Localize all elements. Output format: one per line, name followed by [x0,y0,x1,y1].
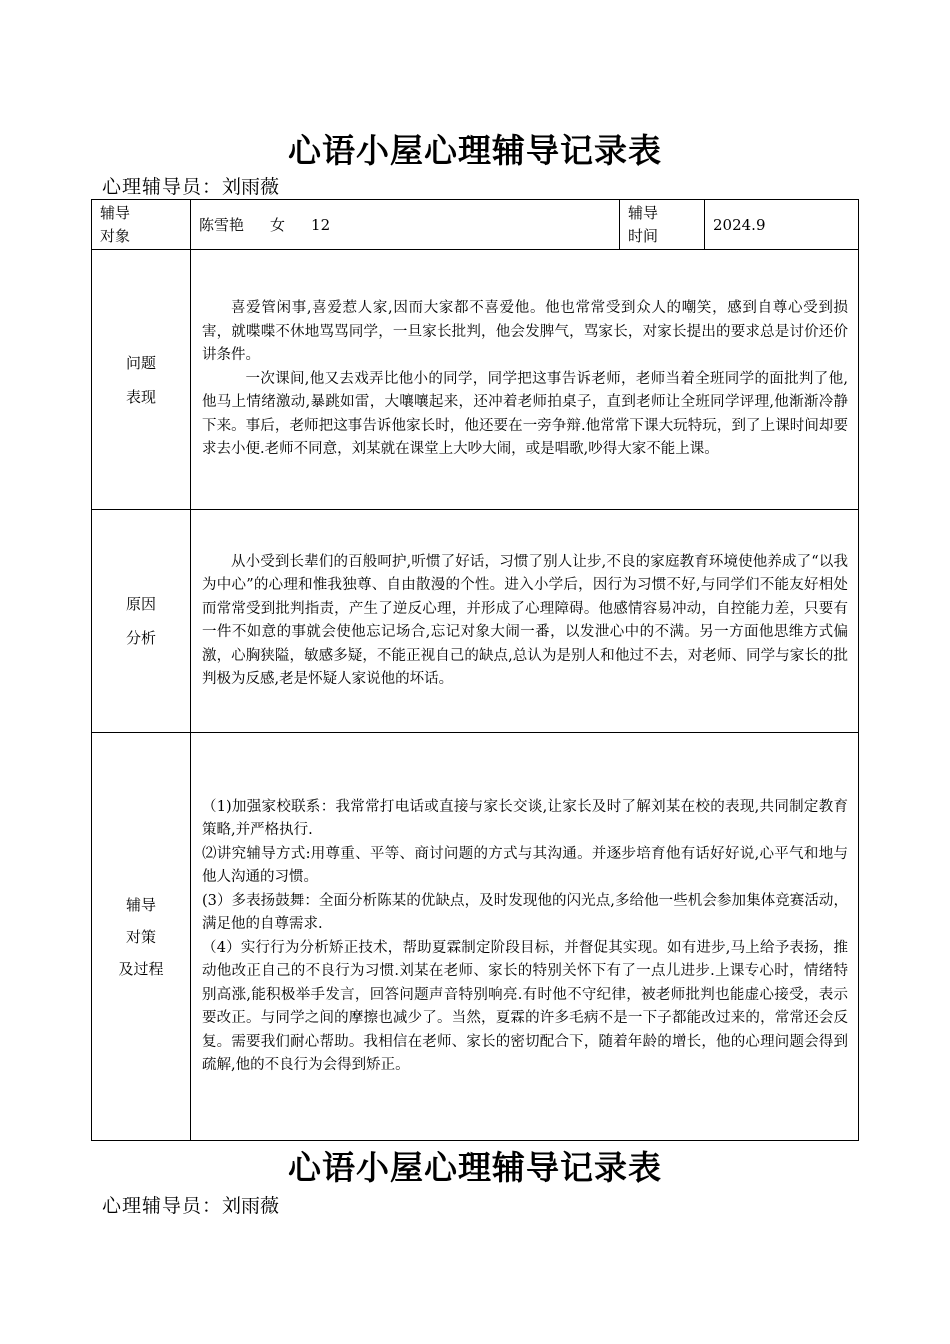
counselor-name: 刘雨薇 [222,1195,280,1217]
subject-gender: 女 [270,216,286,234]
subject-label-line-2: 对象 [100,226,131,245]
counselor-name: 刘雨薇 [222,176,280,198]
problem-label-line-1: 问题 [125,353,156,372]
counselor-line-repeat [102,1194,279,1218]
strategy-label-line-1: 辅导 [125,895,156,914]
time-label-line-2: 时间 [628,226,659,245]
strategy-label-line-2: 对策 [125,927,156,946]
counselor-line [102,175,279,199]
subject-age: 12 [311,216,331,234]
problem-content [191,250,859,510]
subject-label-line-1: 辅导 [100,203,131,222]
subject-name: 陈雪艳 [199,216,245,234]
record-table [91,199,859,1141]
cause-label-line-1: 原因 [125,595,156,613]
cause-row [92,510,859,733]
subject-value-cell [191,200,620,250]
header-row [92,200,859,250]
problem-label-line-2: 表现 [125,387,156,406]
problem-label-cell [92,250,191,510]
strategy-paragraph: (3）多表扬鼓舞：全面分析陈某的优缺点，及时发现他的闪光点,多给他一些机会参加集体竞赛活动，满足他的自尊需求. [202,892,848,932]
problem-paragraph: 一次课间,他又去戏弄比他小的同学，同学把这事告诉老师，老师当着全班同学的面批判了他,他马上情绪激动,暴跳如雷，大嚷嚷起来，还冲着老师拍桌子，直到老师让全班同学评理,他渐渐冷静下来。事后，老师把这事告诉他家长时，他还要在一旁争辩.他常常下课大玩特玩，到了上课时间却要求去小便.老师不同意，刘某就在课堂上大吵大闹，或是唱歌,吵得大家不能上课。 [202,370,848,458]
page-title-repeat: 心语小屋心理辅导记录表 [288,1148,662,1187]
counselor-label: 心理辅导员： [102,176,223,198]
strategy-paragraph: ⑵讲究辅导方式:用尊重、平等、商讨问题的方式与其沟通。并逐步培育他有话好好说,心平气和地与他人沟通的习惯。 [202,845,848,885]
cause-label-line-2: 分析 [125,629,156,647]
page-title: 心语小屋心理辅导记录表 [288,131,662,170]
cause-content [191,510,859,733]
subject-label-cell [92,200,191,250]
problem-paragraph: 喜爱管闲事,喜爱惹人家,因而大家都不喜爱他。他也常常受到众人的嘲笑，感到自尊心受到损害，就喋喋不休地骂骂同学，一旦家长批判，他会发脾气，骂家长，对家长提出的要求总是讨价还价讲条件。 [202,300,848,364]
time-value-cell: 2024.9 [705,200,859,250]
strategy-label-cell [92,733,191,1141]
strategy-paragraph: （1)加强家校联系：我常常打电话或直接与家长交谈,让家长及时了解刘某在校的表现,共同制定教育策略,并严格执行. [202,798,848,838]
strategy-label-line-3: 及过程 [118,959,164,978]
time-label-line-1: 辅导 [628,203,659,222]
strategy-content [191,733,859,1141]
time-label-cell [620,200,705,250]
strategy-row [92,733,859,1141]
problem-row [92,250,859,510]
cause-paragraph: 从小受到长辈们的百般呵护,听惯了好话，习惯了别人让步,不良的家庭教育环境使他养成了“以我为中心”的心理和惟我独尊、自由散漫的个性。进入小学后，因行为习惯不好,与同学们不能友好相处而常常受到批判指责，产生了逆反心理，并形成了心理障碍。他感情容易冲动，自控能力差，只要有一件不如意的事就会使他忘记场合,忘记对象大闹一番，以发泄心中的不满。另一方面他思维方式偏激，心胸狭隘，敏感多疑，不能正视自己的缺点,总认为是别人和他过不去，对老师、同学与家长的批判极为反感,老是怀疑人家说他的坏话。 [202,553,848,687]
cause-label-cell [92,510,191,733]
counselor-label: 心理辅导员： [102,1195,223,1217]
strategy-paragraph: （4）实行行为分析矫正技术，帮助夏霖制定阶段目标，并督促其实现。如有进步,马上给予表扬，推动他改正自己的不良行为习惯.刘某在老师、家长的特别关怀下有了一点儿进步.上课专心时，情绪特别高涨,能积极举手发言，回答问题声音特别响亮.有时他不守纪律，被老师批判也能虚心接受，表示要改正。与同学之间的摩擦也减少了。当然，夏霖的许多毛病不是一下子都能改过来的，常常还会反复。需要我们耐心帮助。我相信在老师、家长的密切配合下，随着年龄的增长，他的心理问题会得到疏解,他的不良行为会得到矫正。 [202,939,848,1073]
